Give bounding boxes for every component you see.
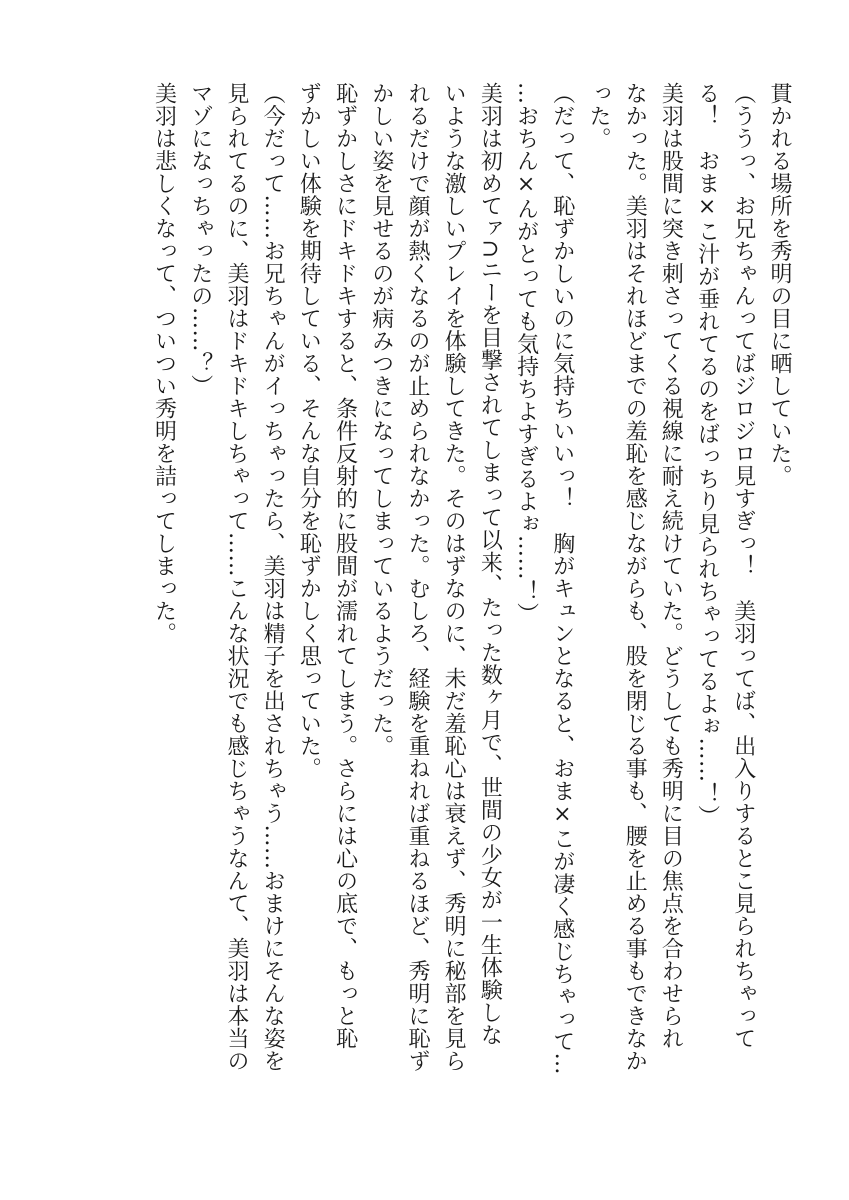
text-line: 美羽は股間に突き刺さってくる視線に耐え続けていた。どうしても秀明に目の焦点を合わせられ: [658, 82, 684, 1050]
text-line: （だって、恥ずかしいのに気持ちいいっ！ 胸がキュンとなると、おま×こが凄く感じちゃって…: [549, 82, 575, 1075]
vertical-text-body: [145, 82, 797, 1142]
text-line: いような激しいプレイを体験してきた。そのはずなのに、未だ羞恥心は衰えず、秀明に秘部を見ら: [441, 82, 467, 1072]
text-line: マゾになっちゃったの……？）: [187, 82, 213, 397]
text-line: 恥ずかしさにドキドキすると、条件反射的に股間が濡れてしまう。さらには心の底で、もっと恥: [332, 82, 358, 1050]
text-line: る！ おま×こ汁が垂れてるのをばっちり見られちゃってるよぉ……！）: [694, 82, 720, 828]
text-line: 美羽は悲しくなって、ついつい秀明を詰ってしまった。: [151, 82, 177, 645]
text-line: ずかしい体験を期待している、そんな自分を恥ずかしく思っていた。: [296, 82, 322, 780]
text-line: …おちん×んがとっても気持ちよすぎるよぉ……！）: [513, 82, 539, 625]
text-line: （今だって……お兄ちゃんがイっちゃったら、美羽は精子を出されちゃう……おまけにそんな姿を: [260, 82, 286, 1072]
text-line: 見られてるのに、美羽はドキドキしちゃって……こんな状況でも感じちゃうなんて、美羽は本当の: [223, 82, 249, 1072]
text-line: なかった。美羽はそれほどまでの羞恥を感じながらも、股を閉じる事も、腰を止める事もできなか: [622, 82, 648, 1072]
text-line: った。: [585, 82, 611, 150]
text-line: （ううっ、お兄ちゃんってばジロジロ見すぎっ！ 美羽ってば、出入りするとこ見られちゃって: [730, 82, 756, 1050]
text-line: 貫かれる場所を秀明の目に晒していた。: [767, 82, 792, 487]
text-line: かしい姿を見せるのが病みつきになってしまっているようだった。: [368, 82, 394, 757]
text-line: 美羽は初めてァ∩ニーを目撃されてしまって以来、たった数ヶ月で、世間の少女が一生体験しな: [477, 82, 503, 1046]
text-line: れるだけで顔が熱くなるのが止められなかった。むしろ、経験を重ねれば重ねるほど、秀明に恥ず: [404, 82, 430, 1072]
